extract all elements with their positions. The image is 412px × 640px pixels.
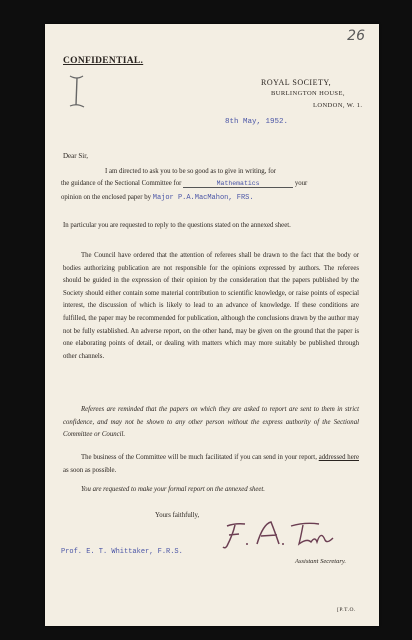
paragraph-formal-report: You are requested to make your formal report on the annexed sheet. — [81, 486, 265, 493]
handwritten-signature — [221, 518, 337, 552]
business-text-before: The business of the Committee will be much facilitated if you can send in your report, — [81, 454, 319, 461]
paragraph-business — [63, 452, 359, 477]
signer-title: Assistant Secretary. — [295, 558, 347, 565]
pencil-roman-numeral-mark — [67, 74, 87, 110]
paragraph-council-instructions: The Council have ordered that the attention of referees shall be drawn to the fact that the body or bodies authorizing publication are not responsible for the opinions expressed by authors. The referees should be guided in the expression of their opinion by the consideration that the papers published by the Society should either contain some material contribution to scientific knowledge, or raise points of especial interest, the discussion of which is likely to lead to an advance of knowledge. If these conditions are fulfilled, the paper may be recommended for publication, although the conclusions drawn by the author may not be fully established. An adverse report, on the other hand, may be given on the ground that the paper is one elaborating points of detail, or dealing with matters which may more suitably be published through other channels. — [63, 252, 359, 360]
salutation: Dear Sir, — [63, 152, 88, 160]
intro-line-3 — [61, 194, 254, 202]
letter-page — [45, 24, 379, 626]
address-line-3: LONDON, W. 1. — [313, 102, 363, 109]
closing: Yours faithfully, — [155, 512, 200, 519]
intro-line-2-suffix: your — [294, 180, 308, 187]
intro-line-2-prefix: the guidance of the Sectional Committee for — [61, 180, 182, 187]
recipient: Prof. E. T. Whittaker, F.R.S. — [61, 548, 183, 556]
address-line-2: BURLINGTON HOUSE, — [271, 90, 345, 97]
business-text-after: as soon as possible. — [63, 466, 117, 474]
business-underlined-text: addressed here — [318, 454, 359, 461]
confidential-heading: CONFIDENTIAL. — [63, 56, 144, 66]
address-line-1: ROYAL SOCIETY, — [261, 78, 332, 87]
intro-line-1: I am directed to ask you to be so good as to give in writing, for — [105, 168, 277, 175]
paper-author: Major P.A.MacMahon, FRS. — [152, 194, 254, 202]
pto-mark: [P.T.O. — [337, 607, 356, 613]
intro-line-3-prefix: opinion on the enclosed paper by — [61, 194, 152, 201]
paragraph-questions: In particular you are requested to reply to the questions stated on the annexed sheet. — [63, 222, 291, 229]
paragraph-confidentiality: Referees are reminded that the papers on which they are asked to report are sent to them in strict confidence, and may not be shown to any other person without the express authority of the Sectional Committee or Council. — [63, 406, 359, 439]
committee-name: Mathematics — [216, 180, 260, 187]
intro-line-2 — [61, 180, 307, 188]
letter-date: 8th May, 1952. — [225, 118, 289, 126]
pencil-page-number: 26 — [347, 28, 365, 44]
